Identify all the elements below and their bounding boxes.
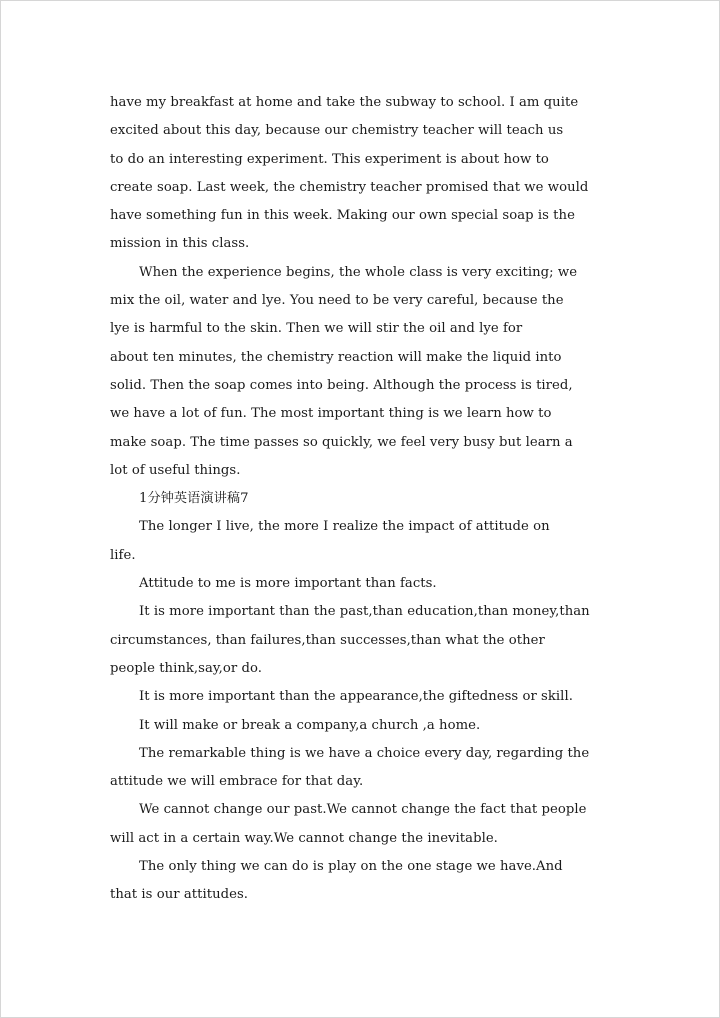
paragraph-start-line: The longer I live, the more I realize the impact of attitude on	[139, 519, 550, 535]
paragraph-start-line: The only thing we can do is play on the one stage we have.And	[139, 859, 563, 875]
text-line: create soap. Last week, the chemistry teacher promised that we would	[110, 179, 589, 195]
text-line: excited about this day, because our chemistry teacher will teach us	[110, 123, 564, 139]
paragraph-start-line: When the experience begins, the whole class is very exciting; we	[139, 264, 578, 280]
text-line: have my breakfast at home and take the subway to school. I am quite	[110, 95, 579, 110]
text-line: solid. Then the soap comes into being. Although the process is tired,	[110, 377, 573, 393]
text-line: that is our attitudes.	[110, 887, 249, 903]
paragraph-start-line: Attitude to me is more important than facts.	[139, 576, 437, 592]
text-line: attitude we will embrace for that day.	[110, 774, 364, 790]
paragraph-start-line: The remarkable thing is we have a choice every day, regarding the	[139, 745, 590, 761]
document-body	[110, 89, 616, 910]
text-line: about ten minutes, the chemistry reaction will make the liquid into	[110, 349, 562, 365]
section-heading: 1分钟英语演讲稿7	[139, 491, 249, 507]
text-line: life.	[110, 547, 136, 563]
paragraph-start-line: It is more important than the appearance,the giftedness or skill.	[139, 689, 573, 705]
paragraph-start-line: It is more important than the past,than education,than money,than	[139, 604, 590, 620]
text-line: we have a lot of fun. The most important thing is we learn how to	[110, 406, 552, 422]
text-line: people think,say,or do.	[110, 660, 262, 676]
text-line: make soap. The time passes so quickly, we feel very busy but learn a	[110, 434, 573, 450]
text-line: lye is harmful to the skin. Then we will stir the oil and lye for	[110, 321, 523, 337]
text-line: lot of useful things.	[110, 462, 241, 478]
text-line: circumstances, than failures,than successes,than what the other	[110, 632, 545, 648]
text-line: mix the oil, water and lye. You need to be very careful, because the	[110, 293, 564, 309]
paragraph-start-line: It will make or break a company,a church ,a home.	[139, 717, 481, 733]
text-line: to do an interesting experiment. This experiment is about how to	[110, 151, 549, 167]
text-line: mission in this class.	[110, 236, 250, 252]
text-line: will act in a certain way.We cannot change the inevitable.	[110, 830, 498, 846]
text-line: have something fun in this week. Making our own special soap is the	[110, 208, 575, 224]
paragraph-start-line: We cannot change our past.We cannot change the fact that people	[139, 802, 587, 818]
